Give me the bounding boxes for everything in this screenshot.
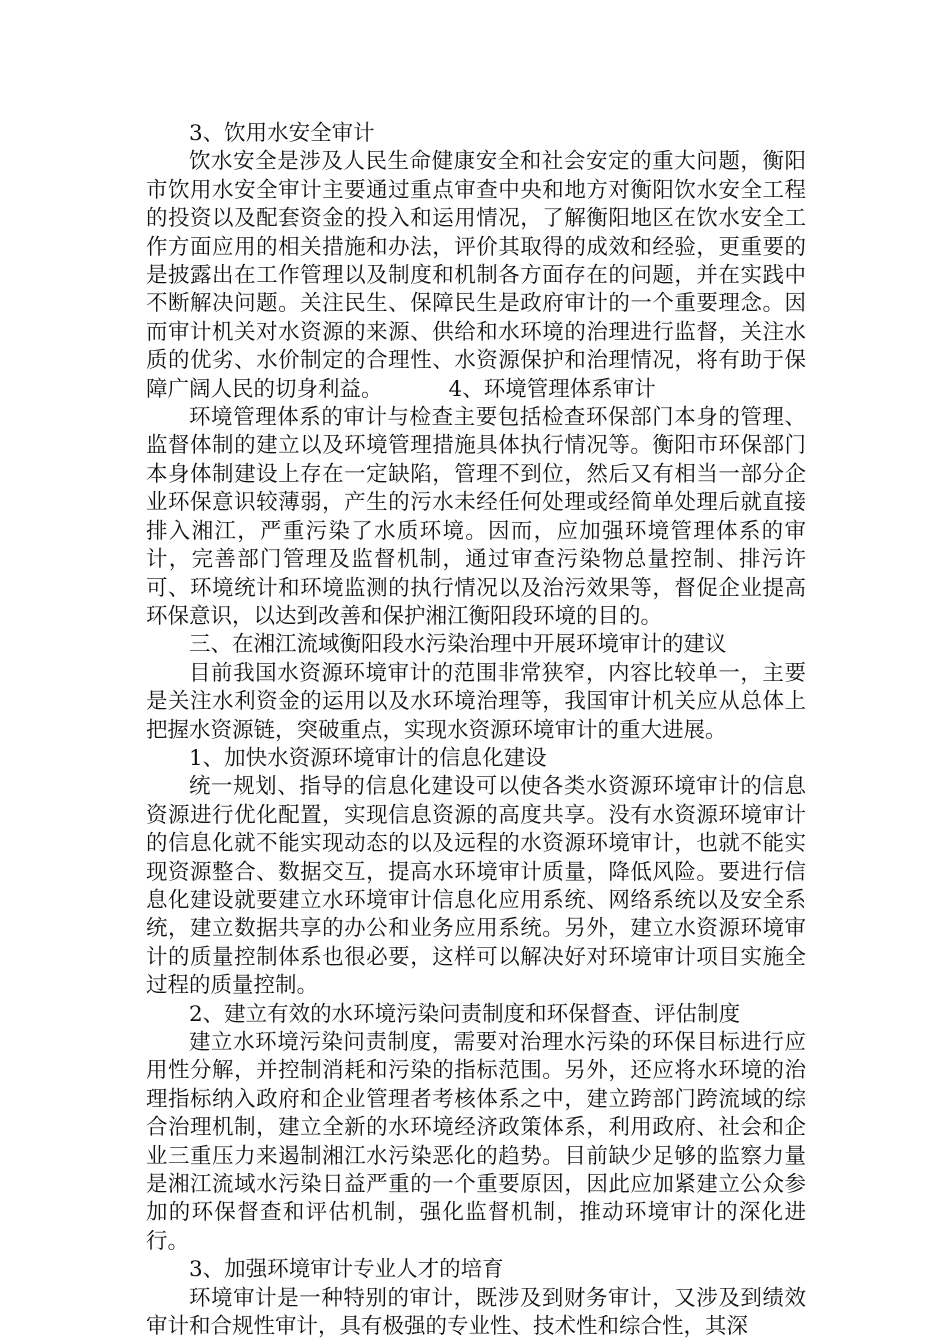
heading-drinking-water-audit: 3、饮用水安全审计 (189, 121, 375, 146)
document-page (146, 120, 806, 1341)
heading-informatization: 1、加快水资源环境审计的信息化建设 (189, 745, 547, 771)
paragraph-informatization: 统一规划、指导的信息化建设可以使各类水资源环境审计的信息资源进行优化配置，实现信息资源的高度共享。没有水资源环境审计的信息化就不能实现动态的以及远程的水资源环境审计，也就不能实现资源整合、数据交互，提高水环境审计质量，降低风险。要进行信息化建设就要建立水环境审计信息化应用系统、网络系统以及安全系统，建立数据共享的办公和业务应用系统。另外，建立水资源环境审计的质量控制体系也很必要，这样可以解决好对环境审计项目实施全过程的质量控制。 (146, 774, 806, 999)
heading-section-three: 三、在湘江流域衡阳段水污染治理中开展环境审计的建议 (189, 632, 727, 658)
heading-talent-cultivation: 3、加强环境审计专业人才的培育 (189, 1257, 504, 1283)
paragraph-accountability-system: 建立水环境污染问责制度，需要对治理水污染的环保目标进行应用性分解，并控制消耗和污染的指标范围。另外，还应将水环境的治理指标纳入政府和企业管理者考核体系之中，建立跨部门跨流域的综合治理机制，建立全新的水环境经济政策体系，利用政府、社会和企业三重压力来遏制湘江水污染恶化的趋势。目前缺少足够的监察力量是湘江流域水污染日益严重的一个重要原因，因此应加紧建立公众参加的环保督查和评估机制，强化监督机制，推动环境审计的深化进行。 (146, 1030, 806, 1254)
heading-environment-management-audit: 4、环境管理体系审计 (448, 376, 656, 402)
heading-accountability-system: 2、建立有效的水环境污染问责制度和环保督查、评估制度 (189, 1001, 741, 1027)
paragraph-talent-cultivation: 环境审计是一种特别的审计，既涉及到财务审计，又涉及到绩效审计和合规性审计，具有极强的专业性、技术性和综合性，其深 (146, 1285, 806, 1340)
paragraph-environment-management-audit: 环境管理体系的审计与检查主要包括检查环保部门本身的管理、监督体制的建立以及环境管理措施具体执行情况等。衡阳市环保部门本身体制建设上存在一定缺陷，管理不到位，然后又有相当一部分企业环保意识较薄弱，产生的污水未经任何处理或经简单处理后就直接排入湘江，严重污染了水质环境。因而，应加强环境管理体系的审计，完善部门管理及监督机制，通过审查污染物总量控制、排污许可、环境统计和环境监测的执行情况以及治污效果等，督促企业提高环保意识，以达到改善和保护湘江衡阳段环境的目的。 (146, 405, 806, 629)
paragraph-drinking-water-text: 饮水安全是涉及人民生命健康安全和社会安定的重大问题，衡阳市饮用水安全审计主要通过重点审查中央和地方对衡阳饮水安全工程的投资以及配套资金的投入和运用情况，了解衡阳地区在饮水安全工作方面应用的相关措施和办法，评价其取得的成效和经验，更重要的是披露出在工作管理以及制度和机制各方面存在的问题，并在实践中不断解决问题。关注民生、保障民生是政府审计的一个重要理念。因而审计机关对水资源的来源、供给和水环境的治理进行监督，关注水质的优劣、水价制定的合理性、水资源保护和治理情况，将有助于保障广阔人民的切身利益。 (146, 149, 806, 402)
paragraph-section-three: 目前我国水资源环境审计的范围非常狭窄，内容比较单一，主要是关注水利资金的运用以及水环境治理等，我国审计机关应从总体上把握水资源链，突破重点，实现水资源环境审计的重大进展。 (146, 660, 806, 743)
paragraph-drinking-water-audit (146, 148, 806, 404)
